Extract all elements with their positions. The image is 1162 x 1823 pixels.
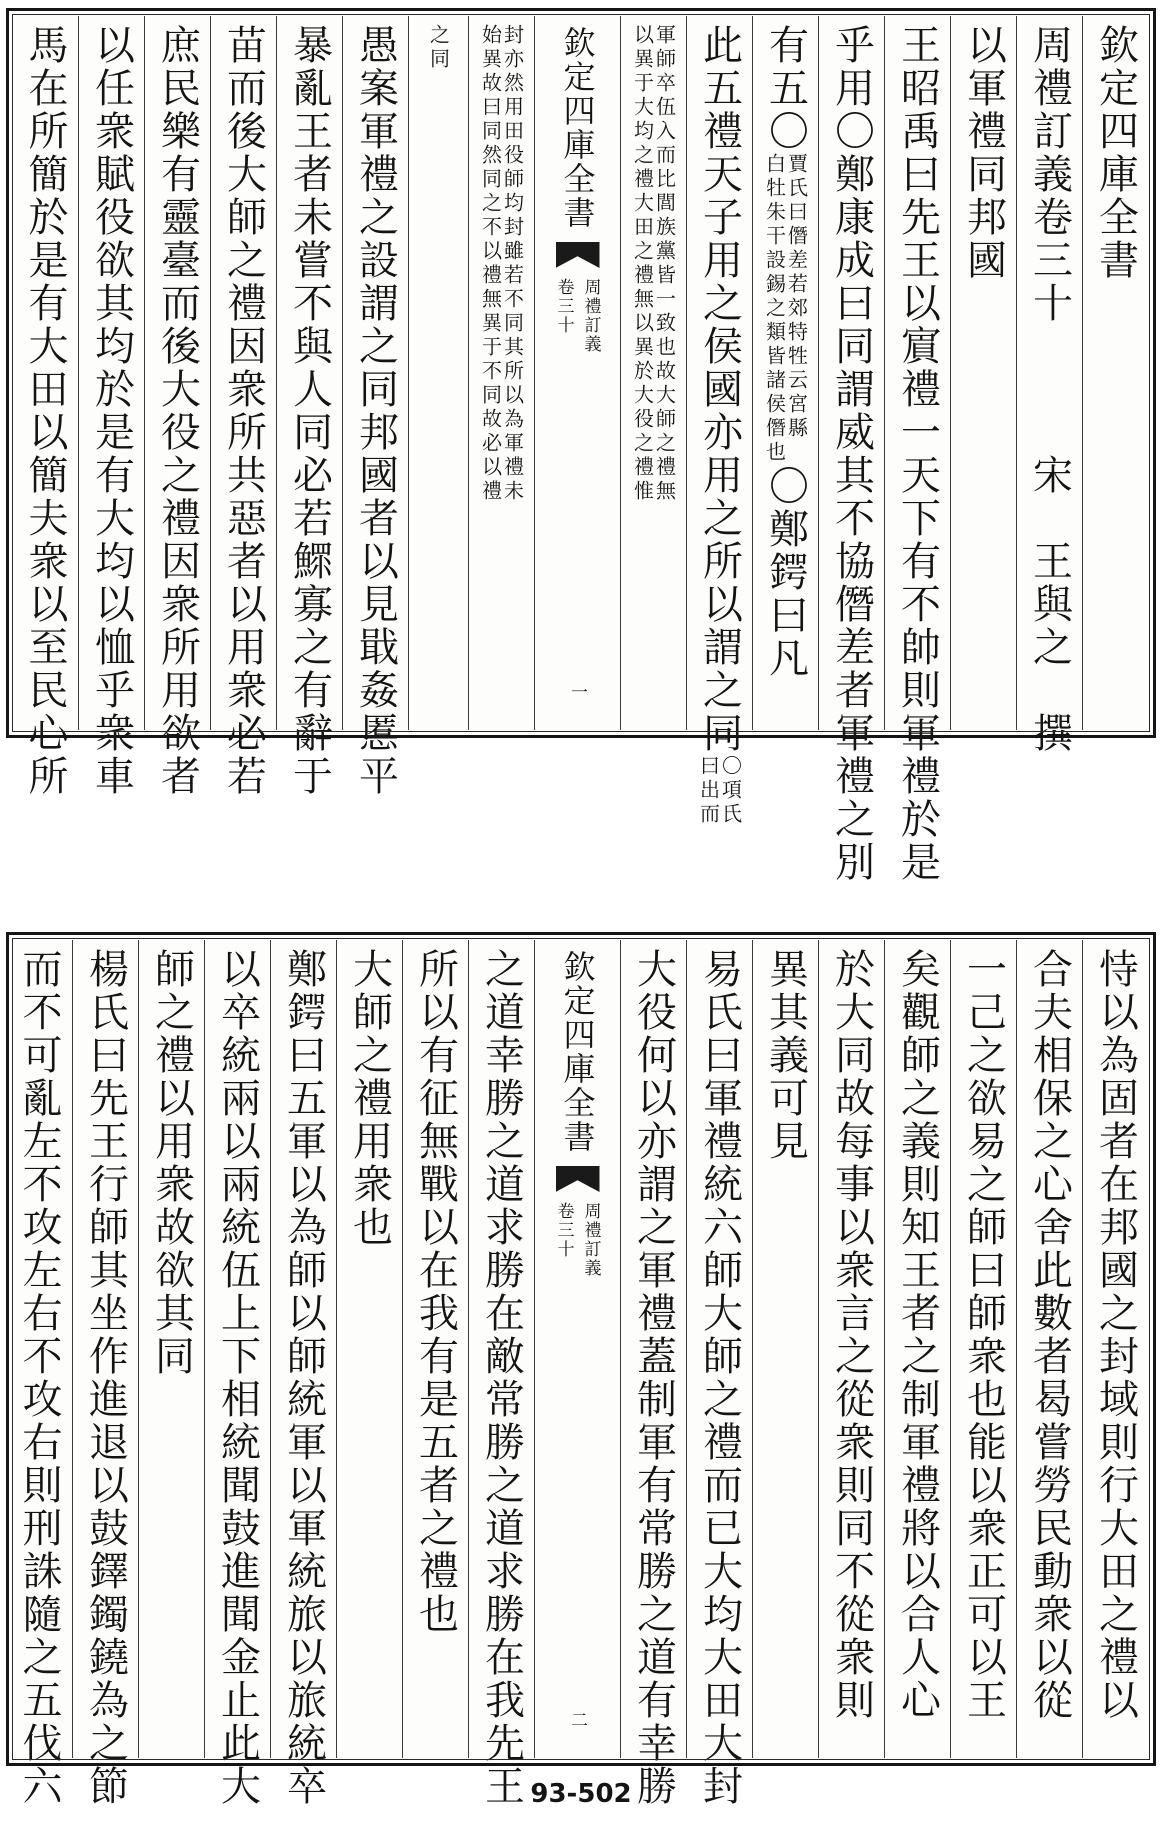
column-grid [14, 16, 1148, 884]
commentary-text: 以任衆賦役欲其均於是有大均以恤乎衆車 [88, 24, 135, 798]
commentary-text: 庶民樂有靈臺而後大役之禮因衆所用欲者 [154, 24, 201, 798]
col-1 [1016, 940, 1082, 1758]
col-2 [950, 940, 1016, 1758]
note-line: 賈氏曰僭差若郊特牲云宮縣 [784, 153, 809, 441]
col-5 [752, 16, 818, 730]
col-5 [752, 940, 818, 1758]
col-16 [12, 16, 78, 798]
commentary-text: 恃以為固者在邦國之封域則行大田之禮以 [1092, 948, 1139, 1722]
col-3 [884, 16, 950, 884]
col-2 [950, 16, 1016, 730]
header-title: 欽定四庫全書 [1092, 24, 1139, 282]
banner-volume: 卷三十 [553, 278, 574, 335]
commentary-text: 愚案軍禮之設謂之同邦國者以見戢姦慝平 [352, 24, 399, 798]
col-0 [1082, 940, 1148, 1758]
commentary-text: 以卒統兩以兩統伍上下相統聞鼓進聞金止此大 [214, 948, 261, 1808]
commentary-text: 馬在所簡於是有大田以簡夫衆以至民心所 [22, 24, 68, 798]
col-3 [884, 940, 950, 1758]
note-line: 曰出而 [696, 755, 721, 827]
col-13 [204, 940, 270, 1808]
mixed-column [696, 24, 743, 827]
commentary-text: 合夫相保之心舍此數者曷嘗勞民動衆以從 [1026, 948, 1073, 1722]
note-line: 始異故曰同然同之不以禮無異于不同故必以禮 [478, 24, 503, 504]
col-12 [270, 940, 336, 1808]
commentary-text: 王昭禹曰先王以賔禮一天下有不帥則軍禮於是 [894, 24, 941, 884]
note-line: 軍師卒伍入而比閭族黨皆一致也故大師之禮無 [652, 24, 677, 504]
col-11 [342, 16, 408, 798]
page-number-footer: 93-502 [530, 1779, 632, 1809]
col-9 [468, 16, 534, 730]
col-15 [72, 940, 138, 1808]
col-4 [818, 16, 884, 884]
note-line: 之同 [426, 24, 451, 72]
banner-page-number: 一 [567, 683, 587, 700]
interlinear-note [696, 755, 743, 827]
banner-title: 欽定四庫全書 [558, 950, 597, 1154]
col-header-title [1082, 16, 1148, 730]
col-16 [6, 940, 72, 1808]
col-12 [276, 16, 342, 798]
interlinear-note [478, 24, 525, 730]
commentary-text: 而不可亂左不攻左右不攻右則刑誅隨之五伐六 [16, 948, 62, 1808]
commentary-text: 師之禮以用衆故欲其同 [148, 948, 195, 1378]
col-10 [402, 940, 468, 1758]
col-4 [818, 940, 884, 1758]
col-7 [620, 940, 686, 1808]
volume-title-author: 周禮訂義卷三十 宋 王與之 撰 [1026, 24, 1073, 755]
interlinear-note [426, 24, 451, 730]
commentary-text: 大役何以亦謂之軍禮蓋制軍有常勝之道有幸勝 [630, 948, 677, 1808]
banner-book-title: 周禮訂義 [580, 278, 601, 354]
note-line: 白牡朱干設錫之類皆諸侯僭也 [762, 153, 787, 465]
note-line: 以異于大均之禮大田之禮無以異於大役之禮惟 [630, 24, 655, 504]
banner-volume: 卷三十 [553, 1202, 574, 1259]
commentary-text: 〇鄭鍔曰凡 [762, 465, 809, 680]
commentary-text: 此五禮天子用之侯國亦用之所以謂之同 [696, 24, 743, 755]
interlinear-note [762, 153, 809, 465]
col-13 [210, 16, 276, 798]
commentary-text: 楊氏曰先王行師其坐作進退以鼓鐸鐲鐃為之節 [82, 948, 129, 1808]
col-6 [686, 16, 752, 827]
note-line: 〇項氏 [718, 755, 743, 827]
commentary-text: 一己之欲易之師曰師衆也能以衆正可以王 [960, 948, 1007, 1722]
col-11 [336, 940, 402, 1758]
fishtail-mark [556, 242, 600, 268]
mixed-column [762, 24, 809, 730]
banner-title: 欽定四庫全書 [558, 26, 597, 230]
col-9 [468, 940, 534, 1808]
commentary-text: 易氏曰軍禮統六師大師之禮而已大均大田大封 [696, 948, 743, 1808]
interlinear-note [630, 24, 677, 730]
banner-book-title: 周禮訂義 [580, 1202, 601, 1278]
note-line: 封亦然用田役師均封雖若不同其所以為軍禮未 [500, 24, 525, 504]
commentary-text: 暴亂王者未嘗不與人同必若鰥寡之有辭于 [286, 24, 333, 798]
commentary-text: 之道幸勝之道求勝在敵常勝之道求勝在我先王 [478, 948, 525, 1808]
col-14 [138, 940, 204, 1758]
main-text: 以軍禮同邦國 [960, 24, 1007, 282]
col-7 [620, 16, 686, 730]
col-6 [686, 940, 752, 1808]
commentary-text: 矣觀師之義則知王者之制軍禮將以合人心 [894, 948, 941, 1722]
col-1 [1016, 16, 1082, 755]
col-15 [78, 16, 144, 798]
center-banner [534, 940, 620, 1758]
fishtail-mark [556, 1166, 600, 1192]
col-10 [408, 16, 468, 730]
main-text: 大師之禮用衆也 [346, 948, 393, 1249]
commentary-text: 苗而後大師之禮因衆所共惡者以用衆必若 [220, 24, 267, 798]
banner-meta [552, 1202, 604, 1278]
commentary-text: 於大同故每事以衆言之從衆則同不從衆則 [828, 948, 875, 1722]
page-top [6, 8, 1156, 884]
commentary-text: 所以有征無戰以在我有是五者之禮也 [412, 948, 459, 1636]
commentary-text: 鄭鍔曰五軍以為師以師統軍以軍統旅以旅統卒 [280, 948, 327, 1808]
commentary-text: 有五〇 [762, 24, 809, 153]
commentary-text: 乎用〇鄭康成曰同謂威其不協僭差者軍禮之別 [828, 24, 875, 884]
banner-meta [552, 278, 604, 354]
commentary-text: 異其義可見 [762, 948, 809, 1163]
banner-page-number: 二 [567, 1711, 587, 1728]
center-banner [534, 16, 620, 730]
col-14 [144, 16, 210, 798]
